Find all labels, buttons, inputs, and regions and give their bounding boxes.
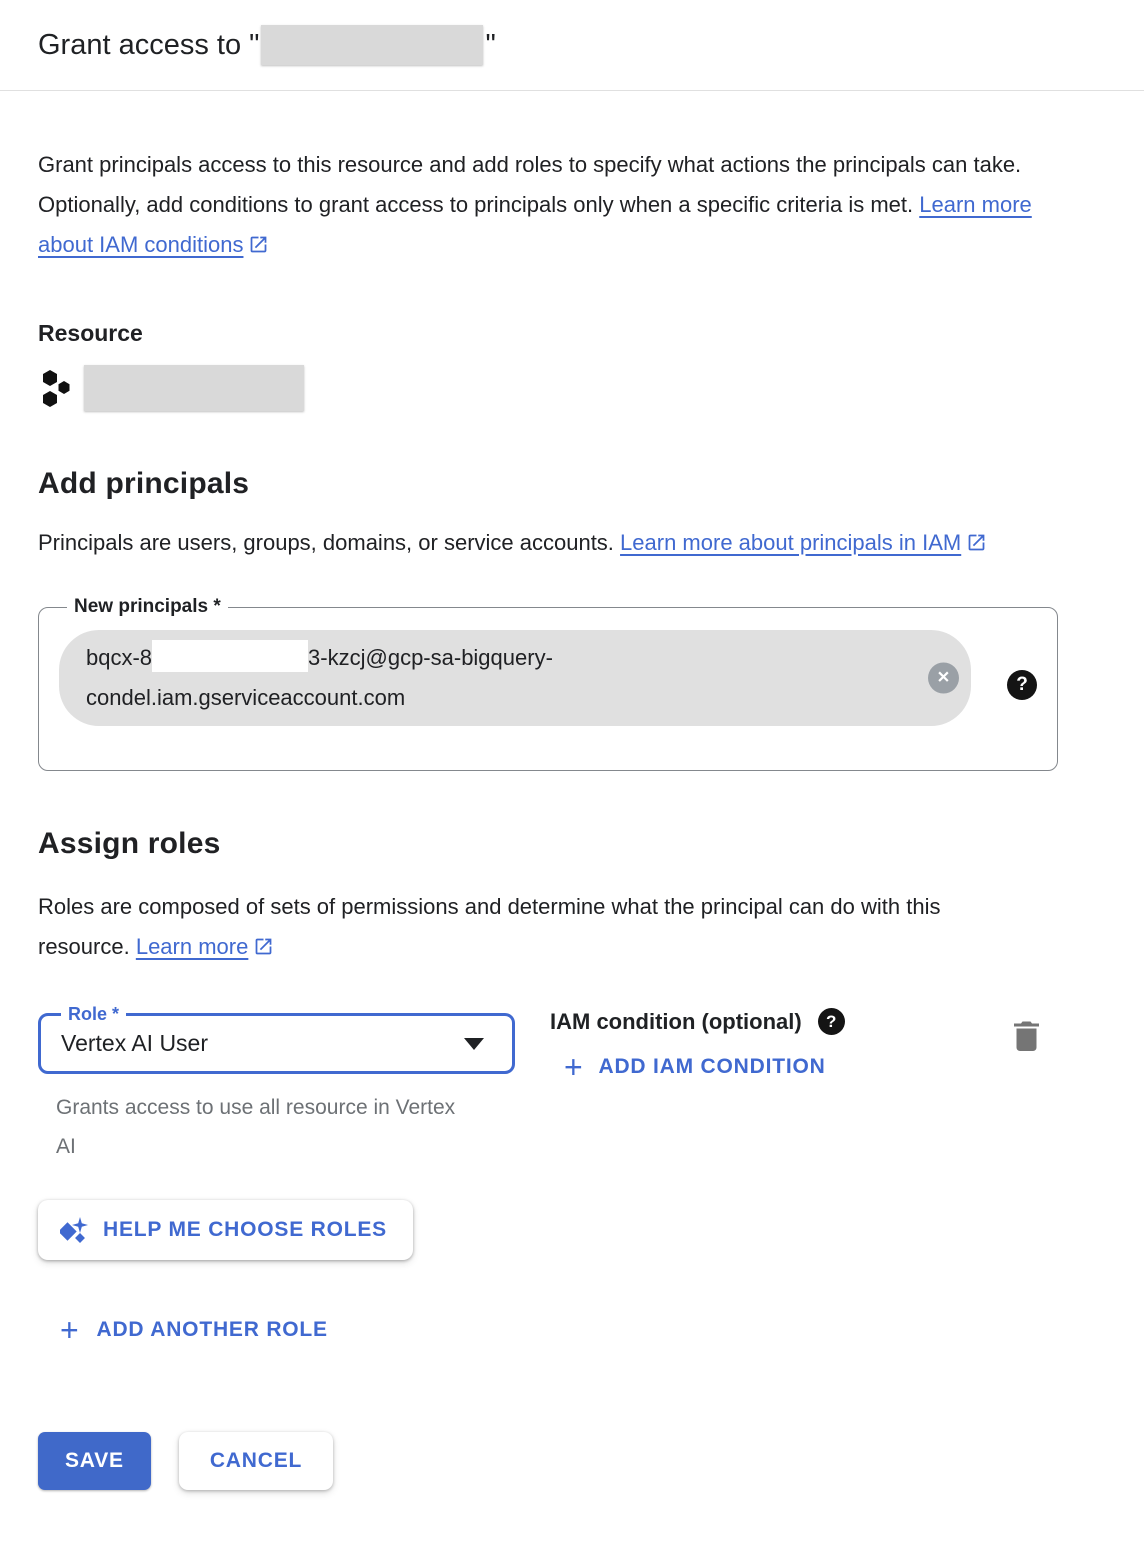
plus-icon: +	[60, 1312, 80, 1348]
new-principals-field[interactable]	[38, 596, 1058, 771]
resource-hexagons-icon	[38, 368, 72, 408]
help-me-choose-roles-label: HELP ME CHOOSE ROLES	[103, 1218, 387, 1241]
help-icon[interactable]: ?	[818, 1008, 845, 1035]
role-select-value-row[interactable]	[59, 1025, 498, 1061]
principal-chip-prefix: bqcx-8	[86, 645, 153, 670]
cancel-button[interactable]: CANCEL	[179, 1432, 333, 1490]
plus-icon: +	[564, 1049, 584, 1085]
learn-more-iam-conditions-label: Learn more about IAM conditions	[38, 192, 1032, 257]
dialog-actions	[38, 1432, 1106, 1490]
add-iam-condition-button[interactable]	[564, 1051, 845, 1083]
sparkle-icon	[60, 1216, 88, 1244]
learn-more-roles-label: Learn more	[135, 934, 249, 959]
redacted-resource-name	[261, 25, 483, 65]
trash-icon	[1013, 1020, 1040, 1052]
dialog-body	[0, 145, 1144, 1490]
principal-chip-line2: condel.iam.gserviceaccount.com	[86, 685, 406, 710]
add-principals-heading: Add principals	[38, 467, 250, 500]
assign-roles-text	[38, 887, 1038, 970]
close-icon[interactable]: ✕	[928, 663, 959, 694]
external-link-icon	[253, 930, 274, 970]
resource-row	[38, 365, 1106, 411]
learn-more-principals-link[interactable]	[620, 530, 961, 555]
help-icon[interactable]: ?	[1007, 670, 1037, 700]
assign-roles-text-span: Roles are composed of sets of permissions and determine what the principal can do with this resource.	[38, 894, 941, 959]
iam-condition-label: IAM condition (optional)	[550, 1008, 802, 1034]
principal-chip-line1: 3-kzcj@gcp-sa-bigquery-	[308, 645, 553, 670]
role-select[interactable]	[38, 1004, 515, 1074]
page-title-prefix: Grant access to "	[38, 28, 260, 61]
intro-text-span: Grant principals access to this resource and add roles to specify what actions the principals can take. Optionally, add conditions to grant access to principals only when a specific criteria is met.	[38, 152, 1022, 217]
iam-condition-column	[550, 1004, 845, 1083]
help-me-choose-roles-button[interactable]	[38, 1200, 413, 1260]
resource-heading: Resource	[38, 320, 143, 346]
intro-text	[38, 145, 1050, 268]
page-title-suffix: "	[485, 28, 496, 61]
external-link-icon	[966, 526, 987, 566]
principal-chip	[59, 630, 971, 726]
assign-roles-heading: Assign roles	[38, 827, 221, 860]
save-button[interactable]: SAVE	[38, 1432, 151, 1490]
add-another-role-button[interactable]	[60, 1314, 328, 1346]
new-principals-row	[59, 630, 1039, 726]
iam-condition-label-row	[550, 1008, 845, 1035]
add-principals-text	[38, 523, 1060, 566]
learn-more-roles-link[interactable]	[136, 934, 249, 959]
redacted-principal-segment	[152, 640, 308, 672]
role-row	[38, 1004, 1106, 1166]
add-iam-condition-label: ADD IAM CONDITION	[598, 1055, 826, 1078]
delete-role-button[interactable]	[1013, 1020, 1040, 1052]
role-selected-value: Vertex AI User	[61, 1030, 209, 1056]
role-label: Role *	[68, 1004, 120, 1024]
external-link-icon	[248, 228, 269, 268]
dropdown-arrow-icon	[464, 1038, 484, 1050]
add-principals-text-span: Principals are users, groups, domains, or service accounts.	[38, 530, 621, 555]
new-principals-label: New principals *	[74, 596, 221, 617]
add-another-role-label: ADD ANOTHER ROLE	[96, 1318, 328, 1341]
dialog-header	[0, 0, 1144, 91]
page-title	[38, 25, 496, 65]
redacted-resource-value	[84, 365, 304, 411]
learn-more-principals-label: Learn more about principals in IAM	[620, 530, 962, 555]
role-helper-text: Grants access to use all resource in Vertex AI	[56, 1096, 456, 1158]
role-column	[38, 1004, 515, 1166]
